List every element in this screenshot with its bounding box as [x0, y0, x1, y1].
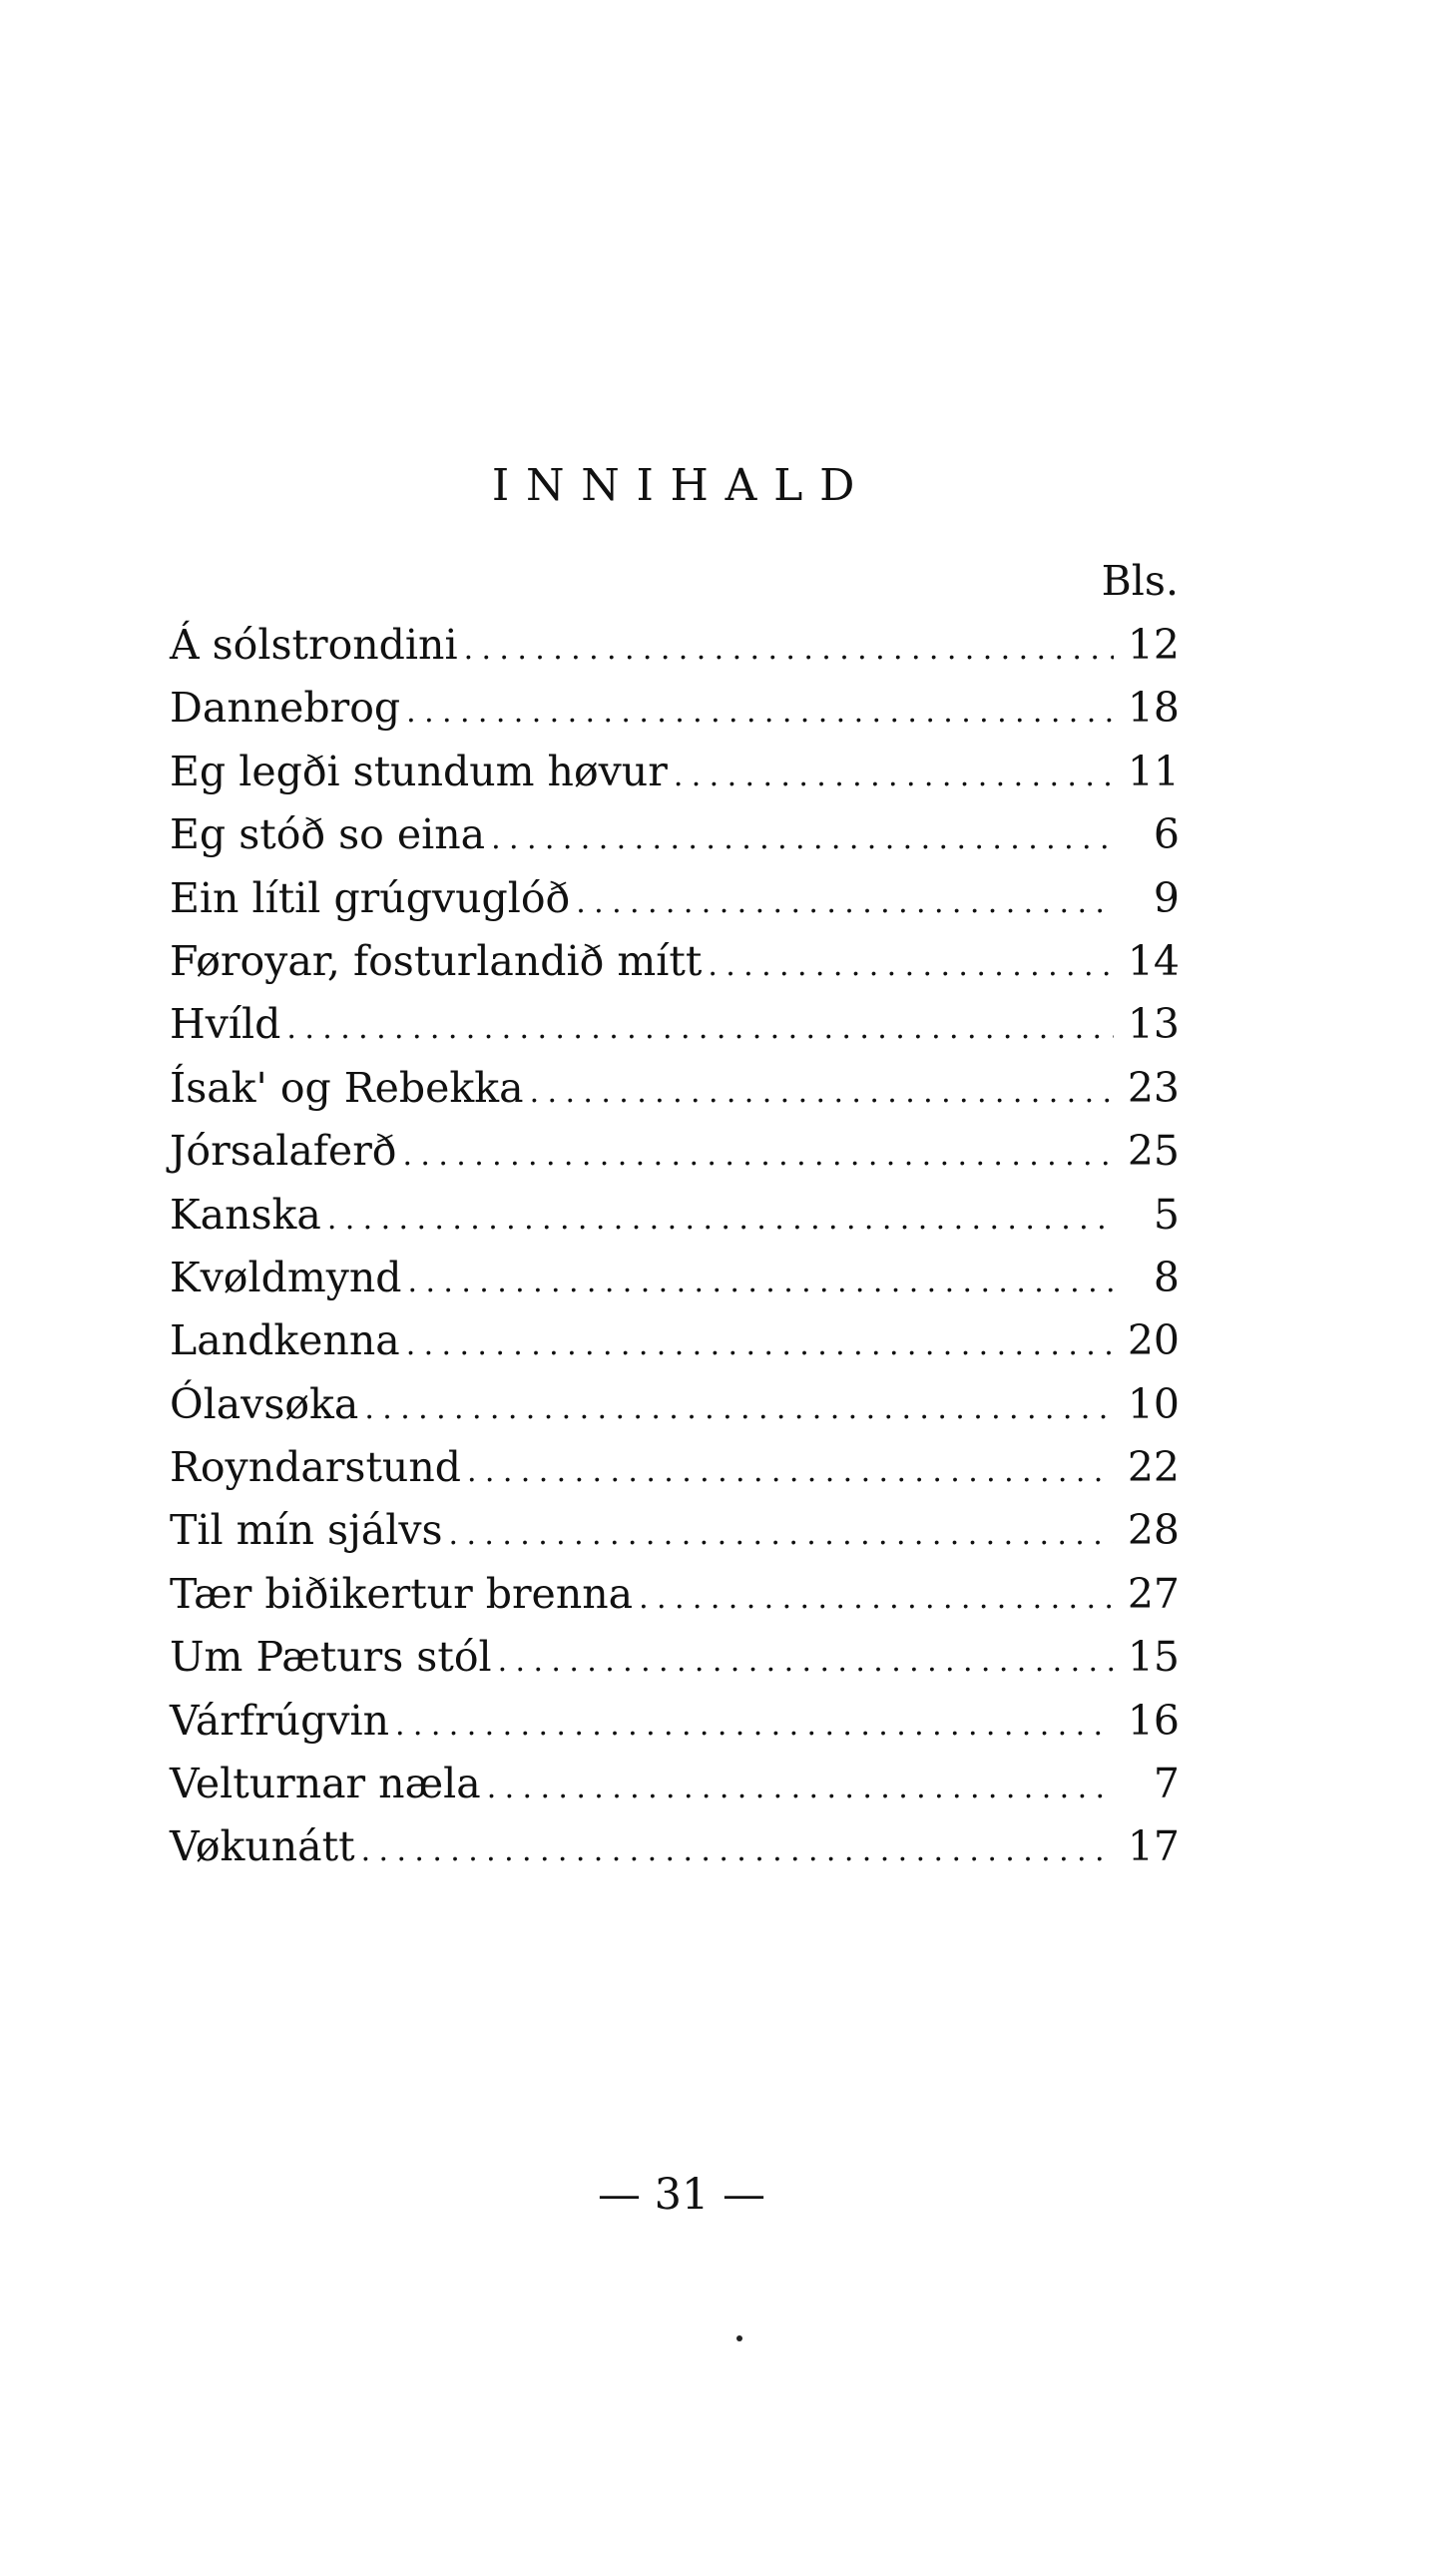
toc-entry-page: 15: [1127, 1633, 1180, 1682]
toc-entry-title: Hvíld: [170, 1000, 281, 1049]
dot-leader: [327, 1188, 1114, 1251]
toc-entry: [170, 930, 1180, 993]
toc-entry-page: 12: [1127, 621, 1180, 669]
dot-leader: [530, 1061, 1114, 1124]
toc-entry: [170, 1626, 1180, 1689]
toc-entry-page: 5: [1153, 1190, 1180, 1239]
toc-entry: [170, 1057, 1180, 1120]
dot-leader: [491, 807, 1114, 870]
toc-entry-title: Ísak' og Rebekka: [170, 1063, 524, 1112]
toc-entry-title: Landkenna: [170, 1316, 400, 1365]
toc-entry: [170, 1373, 1180, 1436]
page-title: INNIHALD: [491, 460, 872, 512]
toc-entry: [170, 1753, 1180, 1815]
toc-entry-title: Jórsalaferð: [170, 1127, 397, 1176]
dot-leader: [639, 1567, 1114, 1630]
toc-entry-page: 20: [1127, 1316, 1180, 1365]
toc-entry: [170, 1499, 1180, 1562]
toc-entry: [170, 1120, 1180, 1183]
toc-entry-page: 28: [1127, 1506, 1180, 1555]
toc-entry-title: Várfrúgvin: [170, 1696, 389, 1745]
dot-leader: [361, 1819, 1114, 1882]
toc-entry: [170, 867, 1180, 930]
toc-entry-title: Royndarstund: [170, 1443, 461, 1492]
toc-entry-title: Eg legði stundum høvur: [170, 747, 668, 795]
toc-entry: [170, 1436, 1180, 1499]
toc-entry-page: 16: [1127, 1696, 1180, 1745]
toc-entry-page: 14: [1127, 936, 1180, 985]
table-of-contents: [170, 614, 1180, 1879]
dot-leader: [576, 871, 1114, 934]
toc-entry: [170, 1815, 1180, 1878]
toc-entry-page: 18: [1127, 684, 1180, 733]
toc-entry: [170, 803, 1180, 866]
toc-entry-page: 22: [1127, 1443, 1180, 1492]
toc-entry-title: Til mín sjálvs: [170, 1506, 443, 1555]
toc-entry-page: 7: [1153, 1760, 1180, 1808]
toc-entry-page: 27: [1127, 1569, 1180, 1618]
toc-entry-title: Á sólstrondini: [170, 621, 458, 669]
toc-entry-title: Velturnar næla: [170, 1760, 481, 1808]
dot-leader: [395, 1694, 1114, 1757]
dot-leader: [467, 1440, 1114, 1503]
toc-entry: [170, 1563, 1180, 1626]
dot-leader: [408, 1251, 1114, 1313]
dot-leader: [498, 1630, 1114, 1693]
toc-entry-page: 10: [1127, 1379, 1180, 1428]
dot-leader: [674, 745, 1114, 807]
footer-page-number: — 31 —: [597, 2170, 766, 2220]
toc-entry-title: Ólavsøka: [170, 1379, 359, 1428]
toc-entry: [170, 1184, 1180, 1247]
toc-entry-title: Tær biðikertur brenna: [170, 1569, 634, 1618]
dot-leader: [406, 1313, 1114, 1376]
toc-entry-page: 23: [1127, 1063, 1180, 1112]
toc-entry-title: Ein lítil grúgvuglóð: [170, 873, 571, 922]
toc-entry-page: 11: [1127, 747, 1180, 795]
toc-entry-page: 17: [1127, 1822, 1180, 1871]
toc-entry: [170, 1247, 1180, 1309]
dot-leader: [449, 1503, 1114, 1566]
toc-entry: [170, 1690, 1180, 1753]
toc-entry-page: 6: [1153, 810, 1180, 859]
toc-entry-page: 8: [1153, 1253, 1180, 1301]
toc-entry-title: Kvøldmynd: [170, 1253, 402, 1301]
toc-entry-title: Dannebrog: [170, 684, 401, 733]
toc-entry-page: 13: [1127, 1000, 1180, 1049]
dot-leader: [402, 1124, 1114, 1187]
dot-leader: [286, 997, 1114, 1060]
ink-speck: [736, 2335, 742, 2341]
toc-entry: [170, 741, 1180, 803]
toc-entry: [170, 677, 1180, 740]
dot-leader: [708, 934, 1114, 997]
toc-entry: [170, 993, 1180, 1056]
toc-entry: [170, 1309, 1180, 1372]
dot-leader: [364, 1377, 1114, 1440]
toc-entry: [170, 614, 1180, 677]
toc-entry-page: 9: [1153, 873, 1180, 922]
toc-entry-title: Eg stóð so eina: [170, 810, 486, 859]
toc-entry-page: 25: [1127, 1127, 1180, 1176]
dot-leader: [464, 618, 1114, 681]
page-column-label: Bls.: [1101, 557, 1179, 605]
dot-leader: [406, 681, 1114, 744]
toc-entry-title: Føroyar, fosturlandið mítt: [170, 936, 703, 985]
toc-entry-title: Vøkunátt: [170, 1822, 355, 1871]
toc-entry-title: Kanska: [170, 1190, 321, 1239]
dot-leader: [487, 1757, 1114, 1819]
toc-entry-title: Um Pæturs stól: [170, 1633, 492, 1682]
